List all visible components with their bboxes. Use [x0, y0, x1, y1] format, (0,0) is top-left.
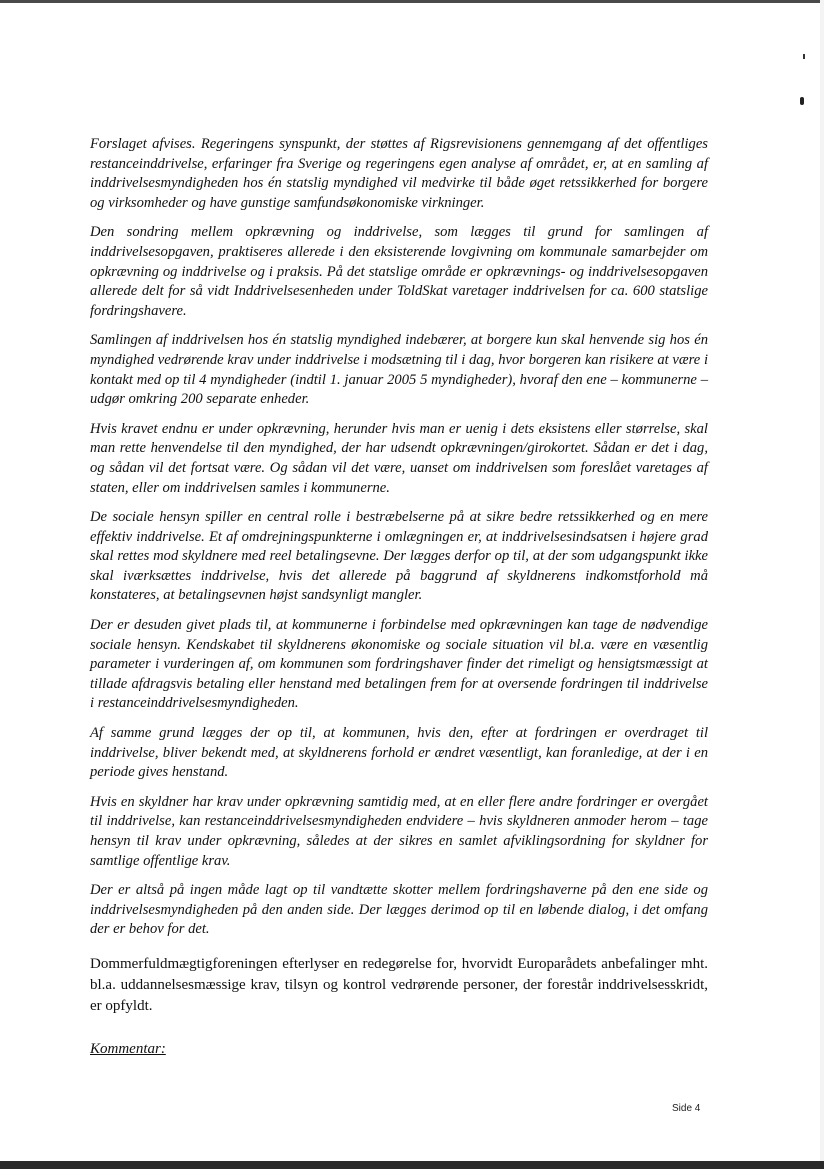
paragraph: Af samme grund lægges der op til, at kommunen, hvis den, efter at fordringen er overdraget til inddrivelse, bliver bekendt med, at skyldnerens forhold er ændret væsentligt, kan foranledige, at der i en periode gives henstand. [90, 725, 708, 781]
scan-speck [800, 97, 804, 105]
scan-speck [803, 54, 805, 59]
document-body [90, 135, 708, 1059]
paragraph: Den sondring mellem opkrævning og inddrivelse, som lægges til grund for samlingen af inddrivelsesopgaven, praktiseres allerede i den eksisterende lovgivning om kommunale samarbejder om opkrævning og inddrivelse og i praksis. På det statslige område er opkrævnings- og inddrivelsesopgaven allerede delt for så vidt Inddrivelsesenheden under ToldSkat varetager inddrivelsen for ca. 600 statslige fordringshavere. [90, 224, 708, 319]
plain-paragraph: Dommerfuldmægtigforeningen efterlyser en redegørelse for, hvorvidt Europarådets anbefalinger mht. bl.a. uddannelsesmæssige krav, tilsyn og kontrol vedrørende personer, der forestår inddrivelsesskridt, er opfyldt. [90, 955, 708, 1014]
scan-right-edge [820, 0, 824, 1169]
paragraph: Samlingen af inddrivelsen hos én statslig myndighed indebærer, at borgere kun skal henvende sig hos én myndighed vedrørende krav under inddrivelse i modsætning til i dag, hvor borgeren kan risikere at være i kontakt med op til 4 myndigheder (indtil 1. januar 2005 5 myndigheder), hvoraf den ene – kommunerne – udgør omkring 200 separate enheder. [90, 332, 708, 408]
paragraph: De sociale hensyn spiller en central rolle i bestræbelserne på at sikre bedre retssikkerhed og en mere effektiv inddrivelse. Et af omdrejningspunkterne i omlægningen er, at inddrivelsesindsatsen i højere grad skal rettes mod skyldnere med reel betalingsevne. Der lægges derfor op til, at der som udgangspunkt ikke skal iværksættes inddrivelse, hvis det allerede på baggrund af skyldnerens indkomstforhold må konstateres, at betalingsevnen højst sandsynligt mangler. [90, 509, 708, 604]
paragraph: Hvis kravet endnu er under opkrævning, herunder hvis man er uenig i dets eksistens eller størrelse, skal man rette henvendelse til den myndighed, der har udsendt opkrævningen/girokortet. Sådan er det i dag, og sådan vil det fortsat være. Og sådan vil det være, uanset om inddrivelsen som foreslået varetages af staten, eller om inddrivelsen samles i kommunerne. [90, 420, 708, 496]
paragraph: Forslaget afvises. Regeringens synspunkt, der støttes af Rigsrevisionens gennemgang af det offentliges restanceinddrivelse, erfaringer fra Sverige og regeringens egen analyse af området, er, at en samling af inddrivelsesmyndigheden hos én statslig myndighed vil medvirke til både øget retssikkerhed for borgere og virksomheder og have gunstige samfundsøkonomiske virkninger. [90, 136, 708, 211]
paragraph: Der er desuden givet plads til, at kommunerne i forbindelse med opkrævningen kan tage de nødvendige sociale hensyn. Kendskabet til skyldnerens økonomiske og sociale situation vil bl.a. være en væsentlig parameter i vurderingen af, om kommunen som fordringshaver finder det rimeligt og hensigtsmæssigt at tillade afdragsvis betaling eller henstand med betalingen frem for at oversende fordringen til inddrivelse i restanceinddrivelsesmyndigheden. [90, 617, 708, 712]
scan-top-edge [0, 0, 824, 3]
paragraph: Der er altså på ingen måde lagt op til vandtætte skotter mellem fordringshaverne på den ene side og inddrivelsesmyndigheden på den anden side. Der lægges derimod op til en løbende dialog, i det omfang der er behov for det. [90, 882, 708, 938]
scan-bottom-edge [0, 1161, 824, 1169]
page-number: Side 4 [672, 1103, 701, 1114]
comment-heading: Kommentar: [90, 1040, 166, 1057]
paragraph: Hvis en skyldner har krav under opkrævning samtidig med, at en eller flere andre fordringer er overgået til inddrivelse, kan restanceinddrivelsesmyndigheden endvidere – hvis skyldneren anmoder herom – tage hensyn til krav under opkrævning, således at der sikres en samlet afviklingsordning for skyldner for samtlige offentlige krav. [90, 793, 708, 869]
